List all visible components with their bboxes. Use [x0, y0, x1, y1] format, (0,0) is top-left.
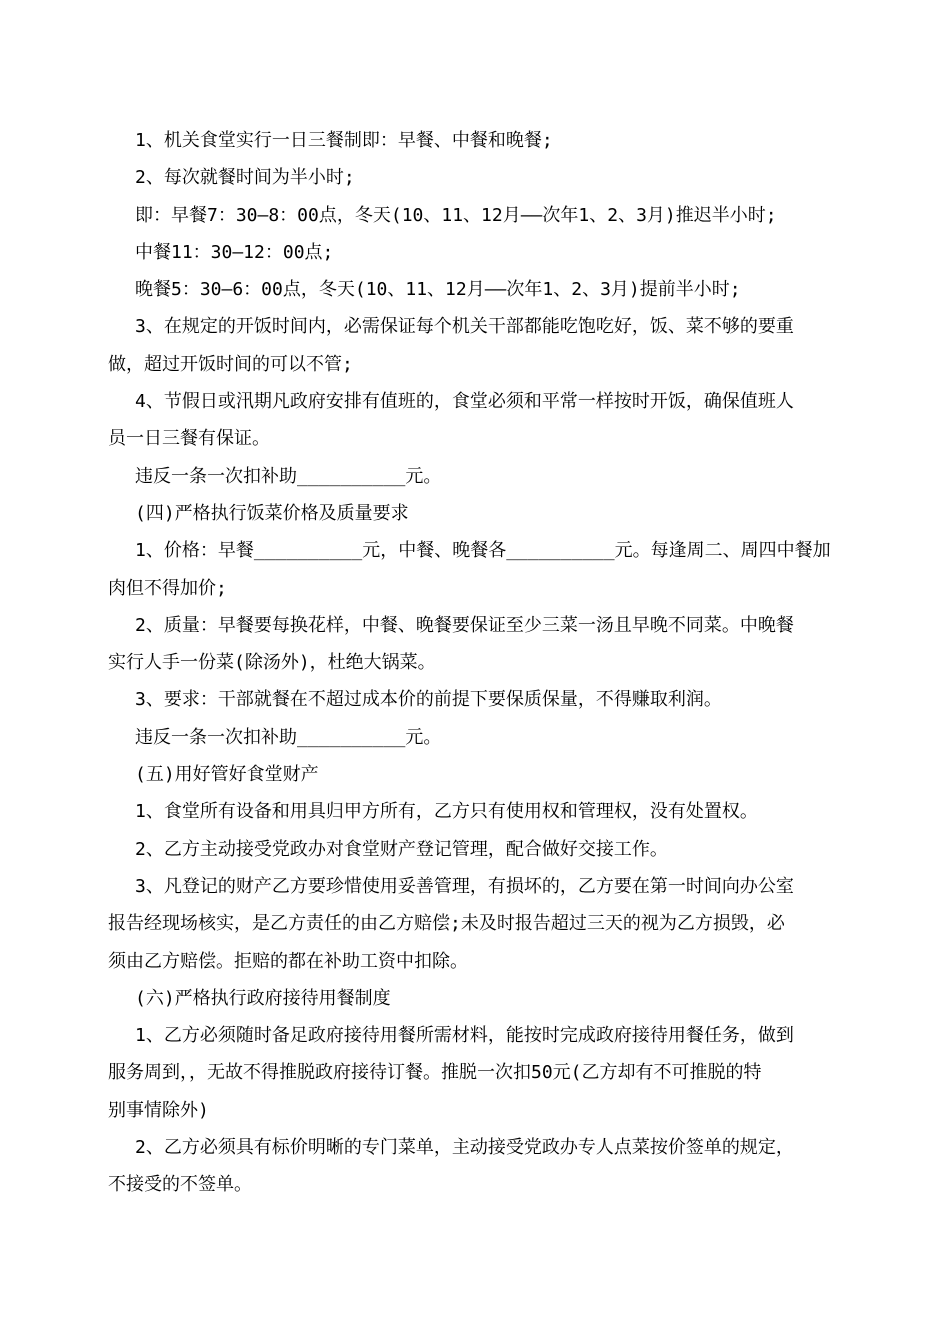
document-line: 报告经现场核实，是乙方责任的由乙方赔偿;未及时报告超过三天的视为乙方损毁，必 — [108, 913, 785, 935]
document-line: 2、质量：早餐要每换花样，中餐、晚餐要保证至少三菜一汤且早晚不同菜。中晚餐 — [135, 614, 794, 636]
document-line: 1、机关食堂实行一日三餐制即：早餐、中餐和晚餐; — [135, 130, 553, 151]
document-line: 做，超过开饭时间的可以不管; — [108, 353, 353, 375]
document-line: 不接受的不签单。 — [108, 1174, 252, 1196]
document-line: (四)严格执行饭菜价格及质量要求 — [135, 502, 409, 524]
document-line: 1、食堂所有设备和用具归甲方所有，乙方只有使用权和管理权，没有处置权。 — [135, 801, 758, 823]
document-line: 须由乙方赔偿。拒赔的都在补助工资中扣除。 — [108, 950, 468, 972]
document-line: 3、要求：干部就餐在不超过成本价的前提下要保质保量，不得赚取利润。 — [135, 689, 722, 711]
document-line: 违反一条一次扣补助__________元。 — [135, 726, 442, 748]
document-line: (五)用好管好食堂财产 — [135, 764, 319, 786]
document-line: 3、凡登记的财产乙方要珍惜使用妥善管理，有损坏的，乙方要在第一时间向办公室 — [135, 875, 794, 897]
document-line: 2、乙方必须具有标价明晰的专门菜单，主动接受党政办专人点菜按价签单的规定， — [135, 1137, 794, 1159]
document-line: 3、在规定的开饭时间内，必需保证每个机关干部都能吃饱吃好，饭、菜不够的要重 — [135, 316, 794, 338]
document-line: 4、节假日或汛期凡政府安排有值班的，食堂必须和平常一样按时开饭，确保值班人 — [135, 391, 794, 413]
document-line: 中餐11：30—12：00点; — [135, 241, 334, 263]
document-line: 2、每次就餐时间为半小时; — [135, 167, 355, 189]
document-body — [108, 122, 838, 1204]
document-line: 违反一条一次扣补助__________元。 — [135, 465, 442, 487]
document-line: 别事情除外) — [108, 1099, 209, 1121]
document-line: (六)严格执行政府接待用餐制度 — [135, 987, 391, 1009]
document-line: 晚餐5：30—6：00点，冬天(10、11、12月——次年1、2、3月)提前半小时; — [135, 279, 741, 301]
document-line: 2、乙方主动接受党政办对食堂财产登记管理，配合做好交接工作。 — [135, 838, 668, 860]
document-line: 员一日三餐有保证。 — [108, 428, 270, 450]
document-line: 1、价格：早餐__________元，中餐、晚餐各__________元。每逢周二、周四中餐加 — [135, 540, 831, 562]
document-line: 1、乙方必须随时备足政府接待用餐所需材料，能按时完成政府接待用餐任务，做到 — [135, 1025, 794, 1047]
document-line: 肉但不得加价; — [108, 577, 227, 599]
document-line: 实行人手一份菜(除汤外)，杜绝大锅菜。 — [108, 652, 436, 674]
document-line: 即：早餐7：30—8：00点，冬天(10、11、12月——次年1、2、3月)推迟半小时; — [135, 204, 777, 226]
document-line: 服务周到，，无故不得推脱政府接待订餐。推脱一次扣50元(乙方却有不可推脱的特 — [108, 1062, 762, 1084]
